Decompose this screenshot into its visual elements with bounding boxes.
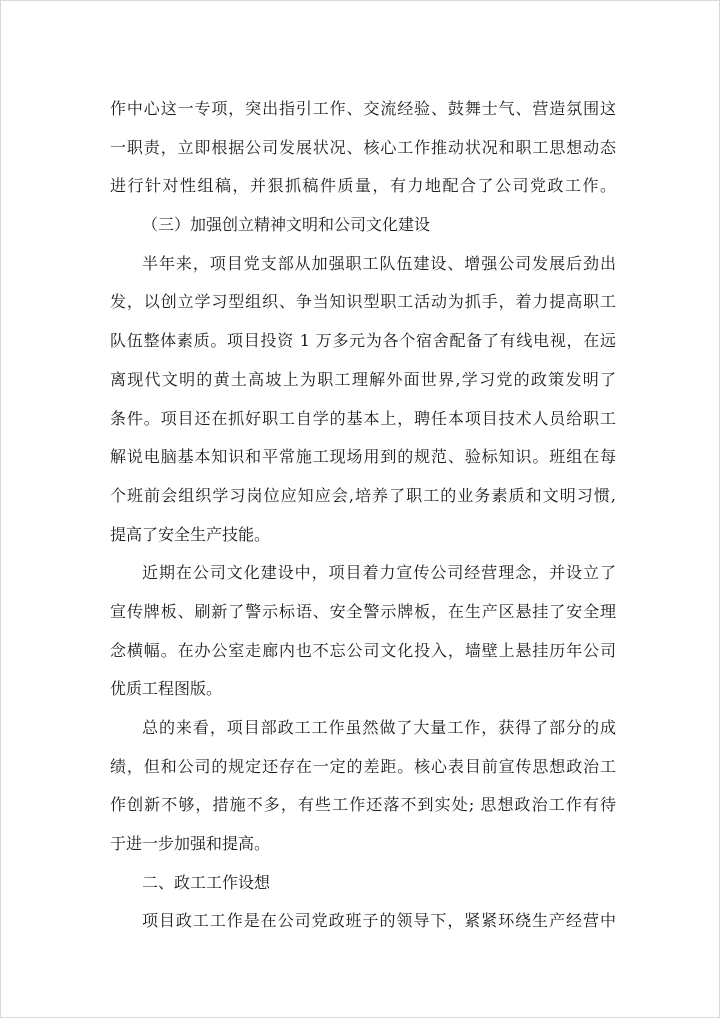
- paragraph-line: 优质工程图版。: [110, 679, 223, 699]
- paragraph-line: 条件。项目还在抓好职工自学的基本上，聘任本项目技术人员给职工: [110, 408, 616, 428]
- paragraph-line: 发，以创立学习型组织、争当知识型职工活动为抓手，着力提高职工: [110, 292, 616, 312]
- section-heading: （三）加强创立精神文明和公司文化建设: [142, 215, 431, 235]
- paragraph-line: 进行针对性组稿，并狠抓稿件质量，有力地配合了公司党政工作。: [110, 176, 616, 196]
- paragraph-line: 总的来看，项目部政工工作虽然做了大量工作，获得了部分的成: [142, 718, 616, 737]
- paragraph-line: 作中心这一专项，突出指引工作、交流经验、鼓舞士气、营造氛围这: [110, 99, 616, 118]
- paragraph-line: 半年来，项目党支部从加强职工队伍建设、增强公司发展后劲出: [142, 253, 616, 273]
- section-heading: 二、政工工作设想: [142, 872, 271, 892]
- paragraph-line: 宣传牌板、刷新了警示标语、安全警示牌板，在生产区悬挂了安全理: [110, 601, 616, 621]
- paragraph-line: 于进一步加强和提高。: [110, 834, 271, 854]
- paragraph-line: 绩，但和公司的规定还存在一定的差距。核心表目前宣传思想政治工: [110, 756, 616, 776]
- paragraph-line: 近期在公司文化建设中，项目着力宣传公司经营理念，并设立了: [142, 563, 616, 583]
- paragraph-line: 队伍整体素质。项目投资 1 万多元为各个宿舍配备了有线电视，在远: [110, 331, 616, 351]
- paragraph-line: 离现代文明的黄土高坡上为职工理解外面世界,学习党的政策发明了: [110, 369, 616, 389]
- paragraph-line: 解说电脑基本知识和平常施工现场用到的规范、验标知识。班组在每: [110, 447, 616, 467]
- paragraph-line: 个班前会组织学习岗位应知应会,培养了职工的业务素质和文明习惯,: [110, 485, 616, 505]
- paragraph-line: 作创新不够，措施不多，有些工作还落不到实处; 思想政治工作有待: [110, 795, 616, 815]
- paragraph-line: 念横幅。在办公室走廊内也不忘公司文化投入，墙壁上悬挂历年公司: [110, 640, 616, 660]
- paragraph-line: 一职责，立即根据公司发展状况、核心工作推动状况和职工思想动态: [110, 137, 616, 157]
- paragraph-line: 项目政工工作是在公司党政班子的领导下，紧紧环绕生产经营中: [142, 911, 616, 931]
- paragraph-line: 提高了安全生产技能。: [110, 524, 271, 544]
- document-body: [110, 90, 616, 941]
